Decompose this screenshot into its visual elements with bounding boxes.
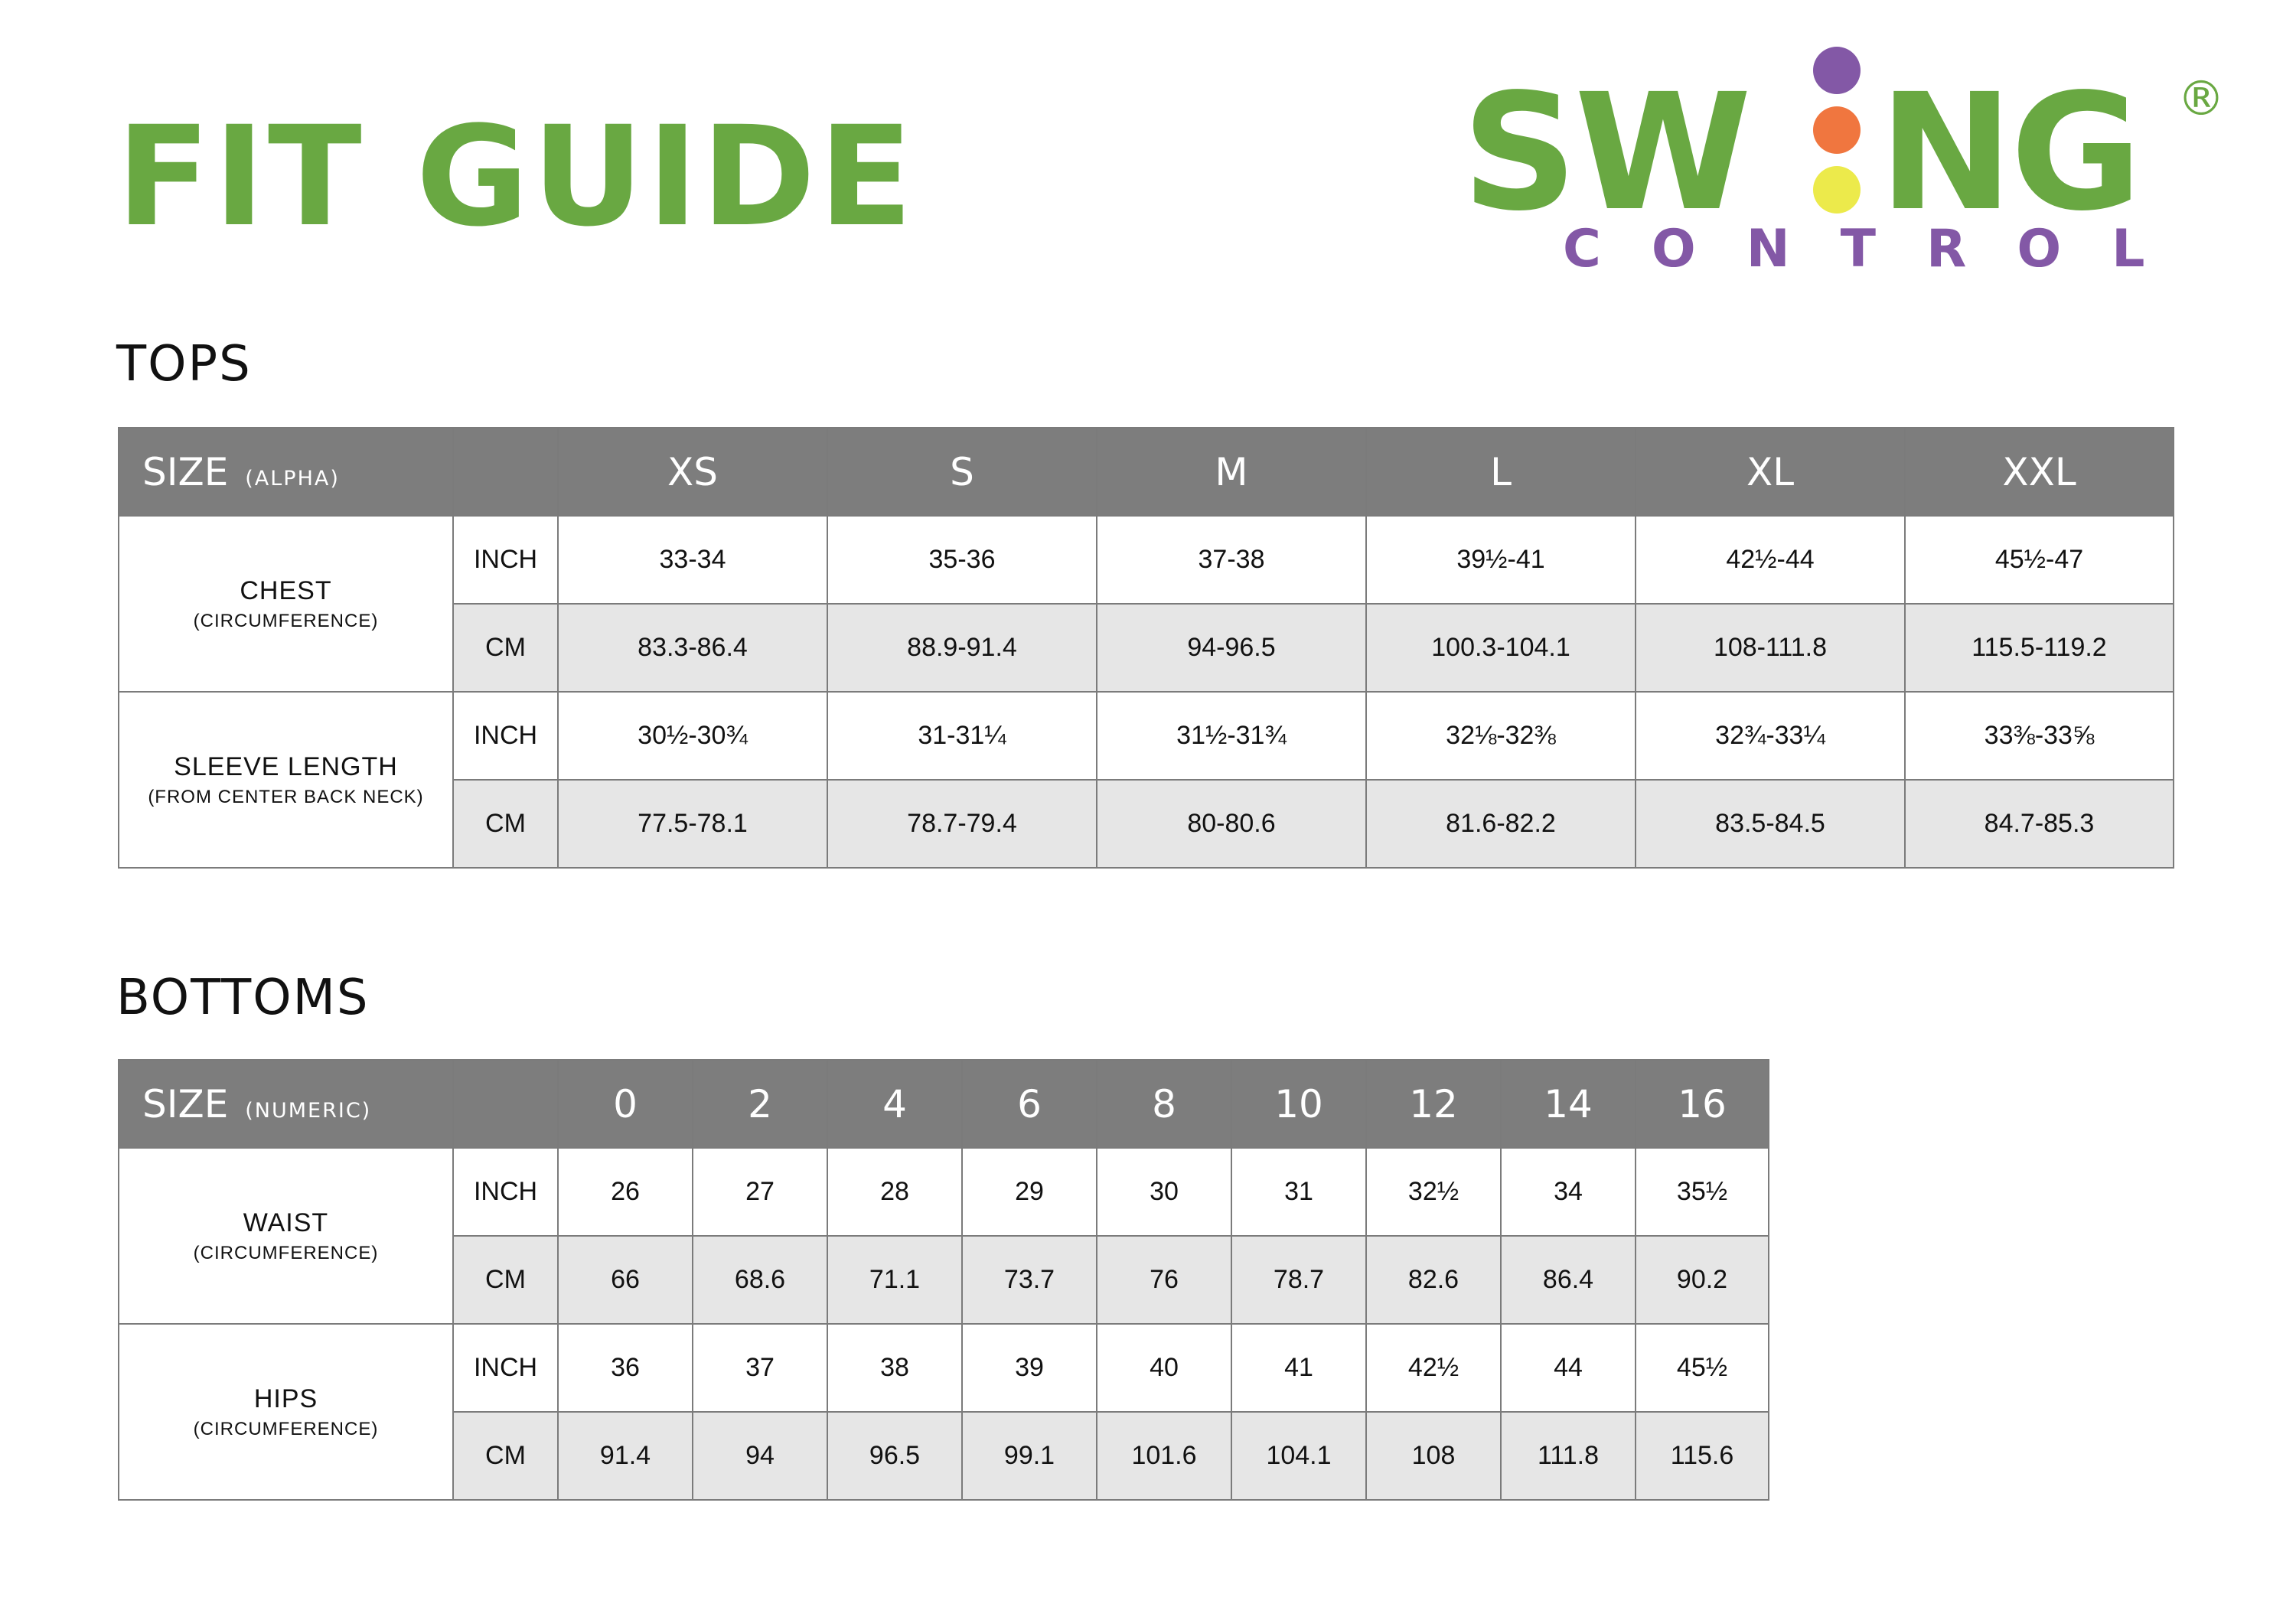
table-cell: 42½ xyxy=(1366,1324,1501,1412)
page-title: FIT GUIDE xyxy=(116,97,916,257)
tops-size-kind: (ALPHA) xyxy=(245,466,340,491)
tops-size-table xyxy=(118,427,2174,869)
table-cell: 88.9-91.4 xyxy=(827,604,1097,692)
table-cell: 115.6 xyxy=(1636,1412,1769,1500)
table-cell: 91.4 xyxy=(558,1412,693,1500)
table-cell: 101.6 xyxy=(1097,1412,1231,1500)
table-cell: 86.4 xyxy=(1501,1236,1636,1324)
bottoms-size-cell: 6 xyxy=(962,1060,1097,1148)
table-cell: 28 xyxy=(827,1148,962,1236)
table-cell: 41 xyxy=(1231,1324,1366,1412)
logo-dot-yellow xyxy=(1813,166,1861,214)
sleeve-length-label: SLEEVE LENGTH xyxy=(174,751,398,781)
hips-inch-row xyxy=(119,1324,1769,1412)
table-cell: 83.5-84.5 xyxy=(1636,780,1905,868)
sleeve-length-label-cell xyxy=(119,692,453,868)
bottoms-size-cell: 10 xyxy=(1231,1060,1366,1148)
table-cell: 71.1 xyxy=(827,1236,962,1324)
table-cell: 99.1 xyxy=(962,1412,1097,1500)
table-cell: 66 xyxy=(558,1236,693,1324)
table-cell: 31 xyxy=(1231,1148,1366,1236)
table-cell: 84.7-85.3 xyxy=(1905,780,2174,868)
table-cell: 104.1 xyxy=(1231,1412,1366,1500)
table-cell: 90.2 xyxy=(1636,1236,1769,1324)
table-cell: 34 xyxy=(1501,1148,1636,1236)
tops-size-cell: S xyxy=(827,428,1097,516)
unit-label: CM xyxy=(453,604,558,692)
tops-unit-header xyxy=(453,428,558,516)
table-cell: 45½ xyxy=(1636,1324,1769,1412)
table-cell: 78.7 xyxy=(1231,1236,1366,1324)
logo-dot-purple xyxy=(1813,47,1861,94)
table-cell: 39½-41 xyxy=(1366,516,1636,604)
unit-label: CM xyxy=(453,780,558,868)
bottoms-size-kind: (NUMERIC) xyxy=(245,1098,372,1123)
tops-header-row xyxy=(119,428,2174,516)
bottoms-size-cell: 4 xyxy=(827,1060,962,1148)
waist-label-cell xyxy=(119,1148,453,1324)
unit-label: INCH xyxy=(453,1324,558,1412)
bottoms-size-cell: 2 xyxy=(693,1060,827,1148)
table-cell: 94-96.5 xyxy=(1097,604,1366,692)
table-cell: 37-38 xyxy=(1097,516,1366,604)
swing-control-logo xyxy=(1454,38,2235,275)
chest-label: CHEST xyxy=(240,575,332,605)
table-cell: 35½ xyxy=(1636,1148,1769,1236)
table-cell: 80-80.6 xyxy=(1097,780,1366,868)
tops-size-cell: XXL xyxy=(1905,428,2174,516)
table-cell: 35-36 xyxy=(827,516,1097,604)
table-cell: 40 xyxy=(1097,1324,1231,1412)
tops-size-header xyxy=(119,428,453,516)
logo-registered-mark: ® xyxy=(2177,70,2225,126)
table-cell: 29 xyxy=(962,1148,1097,1236)
table-cell: 81.6-82.2 xyxy=(1366,780,1636,868)
waist-sub-label: (CIRCUMFERENCE) xyxy=(193,1242,379,1263)
table-cell: 36 xyxy=(558,1324,693,1412)
unit-label: CM xyxy=(453,1412,558,1500)
table-cell: 32¾-33¼ xyxy=(1636,692,1905,780)
table-cell: 32½ xyxy=(1366,1148,1501,1236)
sleeve-inch-row xyxy=(119,692,2174,780)
table-cell: 42½-44 xyxy=(1636,516,1905,604)
logo-word-right: NG xyxy=(1879,59,2140,246)
unit-label: INCH xyxy=(453,516,558,604)
bottoms-unit-header xyxy=(453,1060,558,1148)
tops-section-title: TOPS xyxy=(116,336,252,393)
table-cell: 115.5-119.2 xyxy=(1905,604,2174,692)
table-cell: 73.7 xyxy=(962,1236,1097,1324)
table-cell: 83.3-86.4 xyxy=(558,604,827,692)
table-cell: 44 xyxy=(1501,1324,1636,1412)
chest-label-cell xyxy=(119,516,453,692)
bottoms-size-cell: 0 xyxy=(558,1060,693,1148)
table-cell: 82.6 xyxy=(1366,1236,1501,1324)
chest-inch-row xyxy=(119,516,2174,604)
tops-size-cell: XS xyxy=(558,428,827,516)
chest-sub-label: (CIRCUMFERENCE) xyxy=(193,610,379,631)
table-cell: 96.5 xyxy=(827,1412,962,1500)
logo-word-left: SW xyxy=(1462,59,1749,246)
bottoms-section-title: BOTTOMS xyxy=(116,970,370,1026)
table-cell: 33-34 xyxy=(558,516,827,604)
table-cell: 68.6 xyxy=(693,1236,827,1324)
table-cell: 111.8 xyxy=(1501,1412,1636,1500)
table-cell: 31½-31¾ xyxy=(1097,692,1366,780)
table-cell: 31-31¼ xyxy=(827,692,1097,780)
table-cell: 78.7-79.4 xyxy=(827,780,1097,868)
tops-size-cell: L xyxy=(1366,428,1636,516)
waist-inch-row xyxy=(119,1148,1769,1236)
hips-label: HIPS xyxy=(253,1384,318,1413)
table-cell: 100.3-104.1 xyxy=(1366,604,1636,692)
bottoms-size-cell: 12 xyxy=(1366,1060,1501,1148)
tops-size-label: SIZE xyxy=(142,449,229,494)
hips-sub-label: (CIRCUMFERENCE) xyxy=(193,1418,379,1439)
bottoms-size-cell: 14 xyxy=(1501,1060,1636,1148)
bottoms-size-cell: 8 xyxy=(1097,1060,1231,1148)
tops-size-cell: M xyxy=(1097,428,1366,516)
table-cell: 39 xyxy=(962,1324,1097,1412)
table-cell: 33⅜-33⅝ xyxy=(1905,692,2174,780)
table-cell: 30 xyxy=(1097,1148,1231,1236)
logo-dot-orange xyxy=(1813,106,1861,154)
bottoms-size-header xyxy=(119,1060,453,1148)
table-cell: 108-111.8 xyxy=(1636,604,1905,692)
table-cell: 76 xyxy=(1097,1236,1231,1324)
logo-subword: CONTROL xyxy=(1563,219,2196,275)
hips-label-cell xyxy=(119,1324,453,1500)
unit-label: INCH xyxy=(453,692,558,780)
table-cell: 94 xyxy=(693,1412,827,1500)
table-cell: 45½-47 xyxy=(1905,516,2174,604)
unit-label: CM xyxy=(453,1236,558,1324)
bottoms-size-table xyxy=(118,1059,1769,1501)
sleeve-length-sub-label: (FROM CENTER BACK NECK) xyxy=(148,786,424,807)
table-cell: 30½-30¾ xyxy=(558,692,827,780)
table-cell: 26 xyxy=(558,1148,693,1236)
table-cell: 32⅛-32⅜ xyxy=(1366,692,1636,780)
waist-label: WAIST xyxy=(243,1208,329,1237)
bottoms-header-row xyxy=(119,1060,1769,1148)
table-cell: 77.5-78.1 xyxy=(558,780,827,868)
bottoms-size-label: SIZE xyxy=(142,1081,229,1126)
table-cell: 38 xyxy=(827,1324,962,1412)
table-cell: 37 xyxy=(693,1324,827,1412)
table-cell: 27 xyxy=(693,1148,827,1236)
bottoms-size-cell: 16 xyxy=(1636,1060,1769,1148)
unit-label: INCH xyxy=(453,1148,558,1236)
tops-size-cell: XL xyxy=(1636,428,1905,516)
table-cell: 108 xyxy=(1366,1412,1501,1500)
